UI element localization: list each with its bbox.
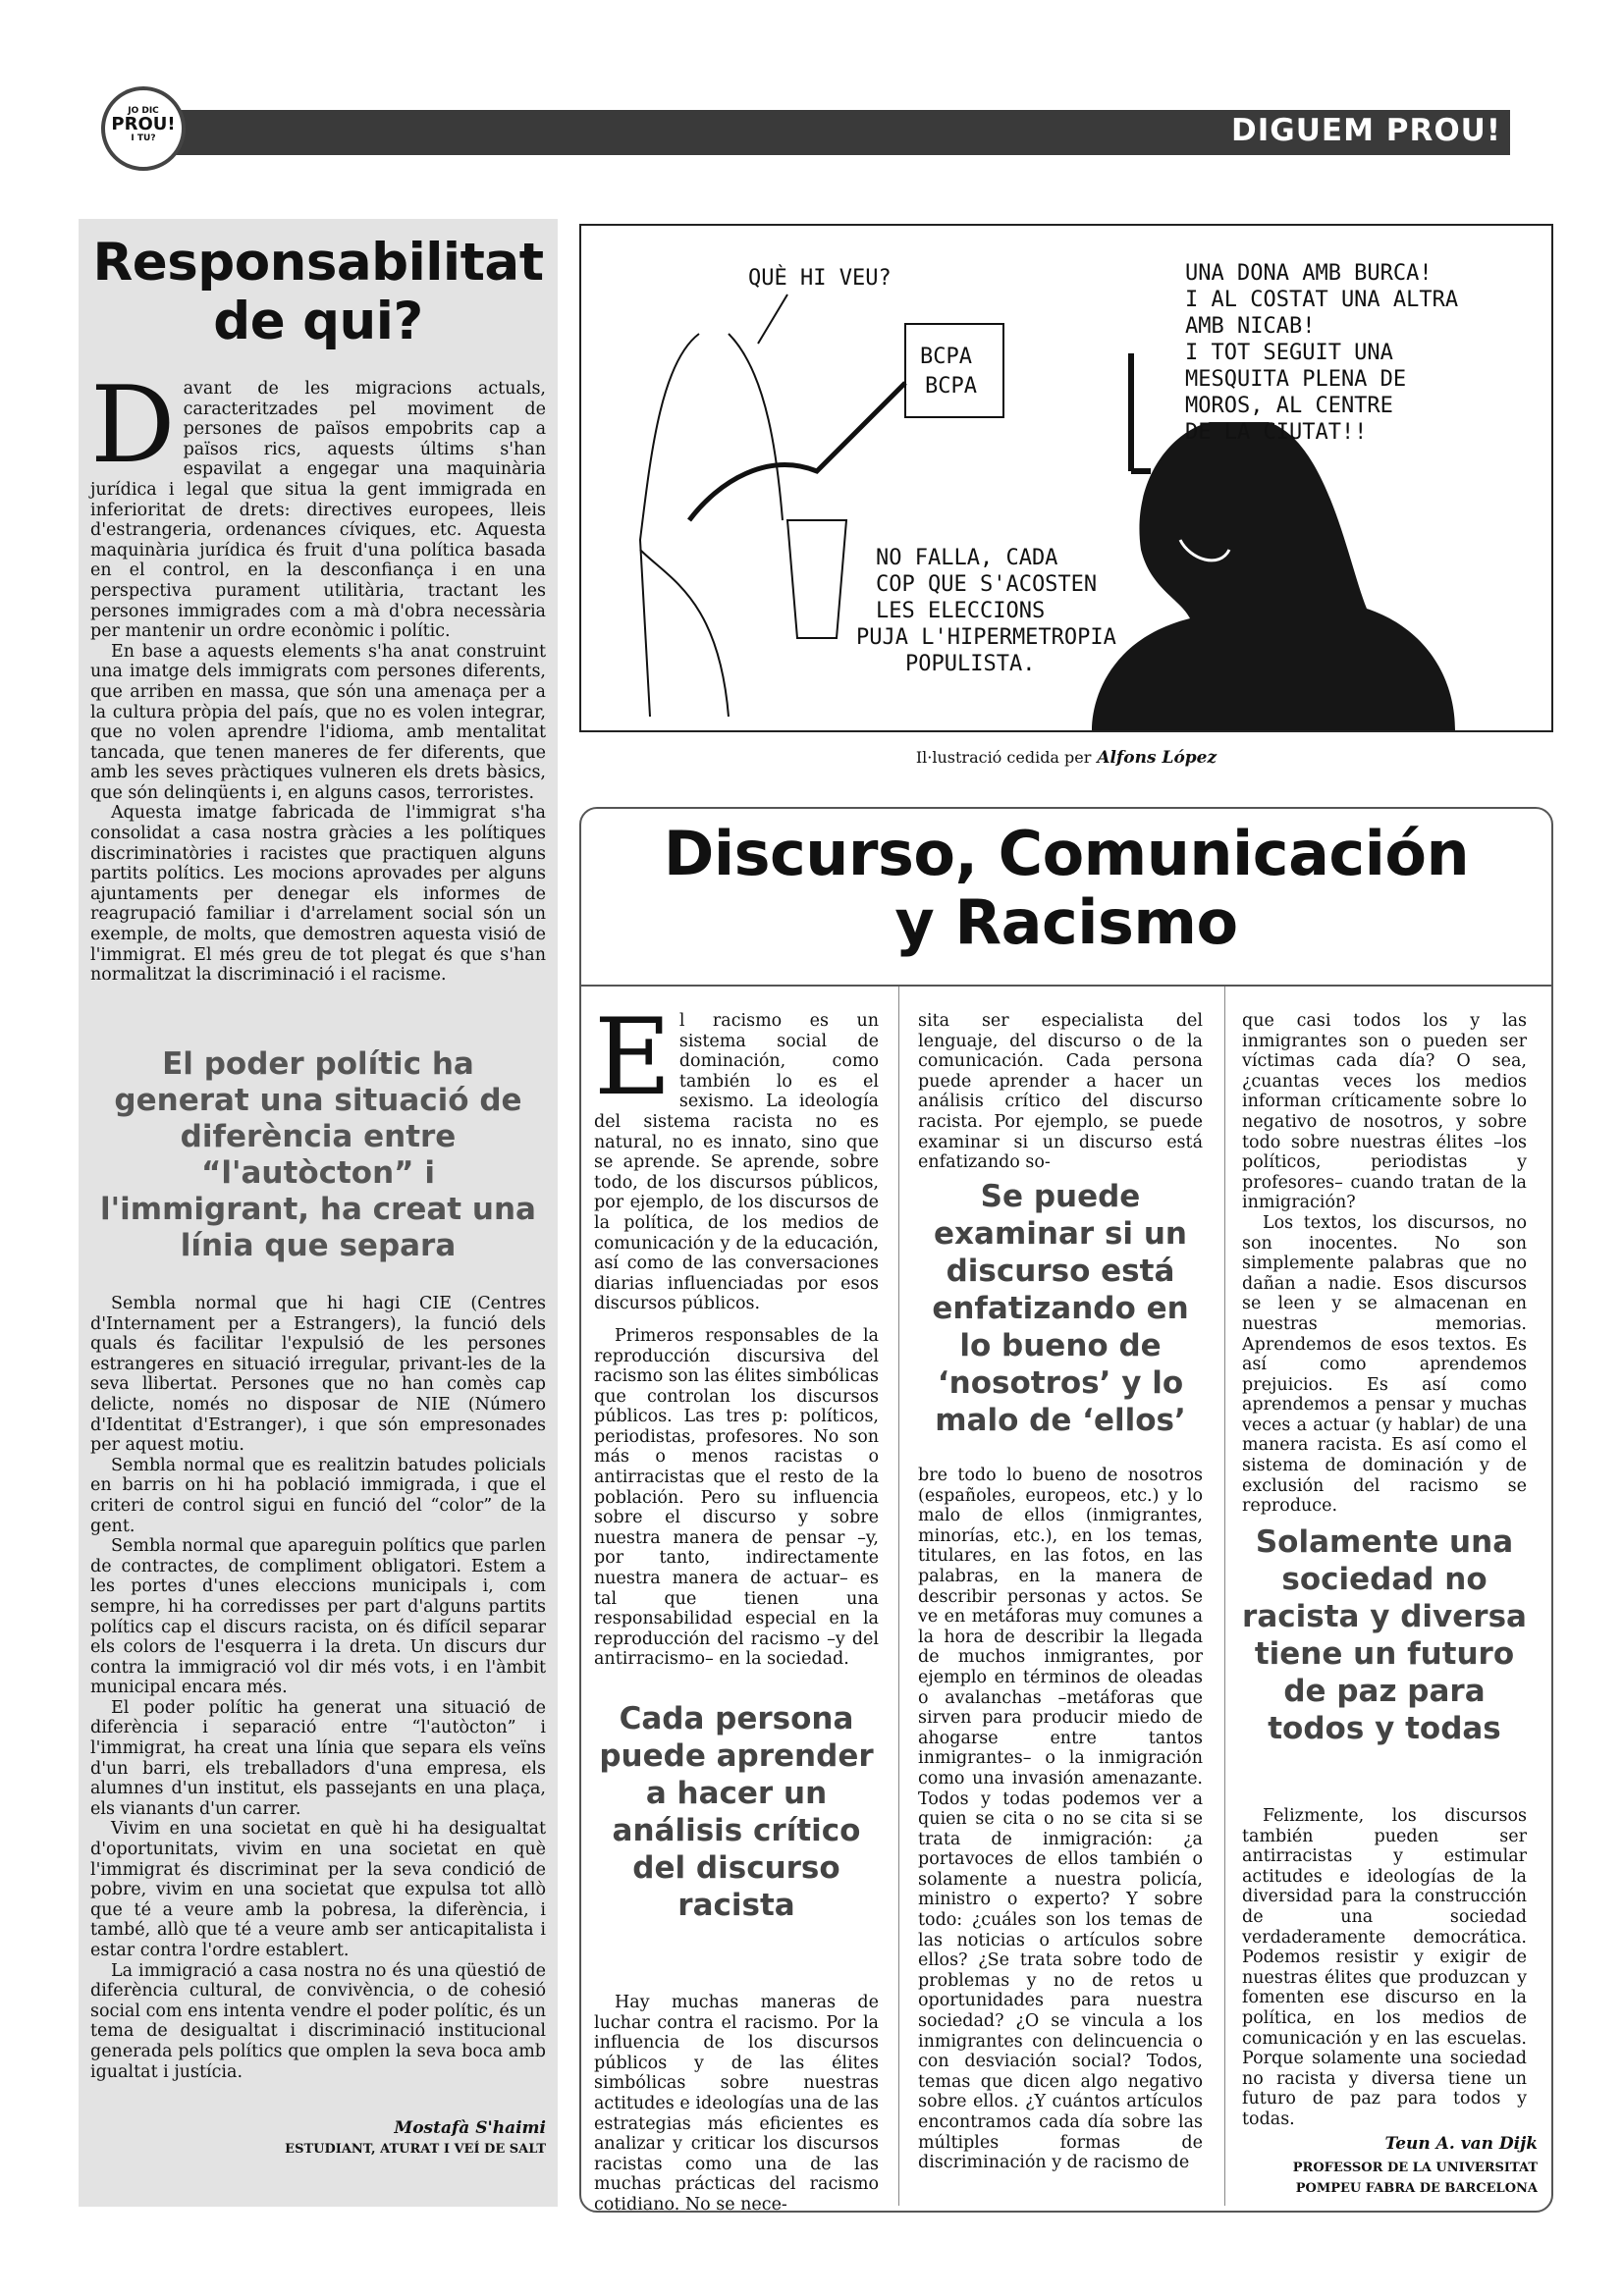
bubble-bottom: [856, 546, 1116, 676]
left-paragraph-9: La immigració a casa nostra no és una qüestió de diferència cultural, de convivència, o de cohesió social com ens intenta vendre el poder polític, és un tema de desigualtat i discriminació institucional generada pels polítics que omplen la seva boca amb igualtat i justícia.: [90, 1960, 546, 2082]
right-c3-paragraph-2: Los textos, los discursos, no son inocentes. No son simplemente palabras que no dañan a nadie. Esos discursos se leen y se almacenan en nuestras memorias. Aprendemos de esos textos. Es así como aprendemos prejuicios. Es así como aprendemos a pensar y muchas veces a actuar (y hablar) de una manera racista. Es así como el sistema de dominación y de exclusión del racismo se reproduce.: [1242, 1212, 1527, 1517]
right-dropcap: E: [594, 996, 672, 1119]
logo-line-3: I TU?: [131, 133, 156, 143]
left-dropcap: D: [90, 364, 176, 487]
left-author-role: ESTUDIANT, ATURAT I VEÍ DE SALT: [285, 2142, 546, 2157]
bubble-right-line-1: UNA DONA AMB BURCA!: [1185, 261, 1433, 286]
cartoon-drawing: [581, 226, 1551, 730]
right-role-line-2: POMPEU FABRA DE BARCELONA: [1295, 2181, 1538, 2196]
left-paragraph-3: Aquesta imatge fabricada de l'immigrat s'ha consolidat a casa nostra gràcies a les polítiques discriminatòries i racistes que practiquen alguns partits polítics. Les mocions aprovades per alguns ajuntaments per denegar els informes de reagrupació familiar i d'arrelament social són un exemple, de molts, que demostren aquesta visió de l'immigrat. El més greu de tot plegat és que s'han normalitzat la discriminació i el racisme.: [90, 803, 546, 986]
cartoon-illustration: [579, 224, 1553, 732]
left-article-body-bottom: [90, 1294, 546, 2082]
left-title-line-1: Responsabilitat: [92, 233, 544, 293]
bubble-bottom-line-1: NO FALLA, CADA: [876, 546, 1058, 570]
right-c2-paragraph-1: sita ser especialista del lenguaje, del discurso o de la comunicación. Cada persona puede aprender a hacer un análisis crítico del discurso racista. Por ejemplo, se puede examinar si un discurso está enfatizando so-: [918, 1011, 1203, 1173]
right-c1-paragraph-2: Primeros responsables de la reproducción discursiva del racismo son las élites simbólicas que controlan los discursos públicos. Las tres p: políticos, periodistas, profesores. No son más o menos racistas o antirracistas que el resto de la población. Pero su influencia sobre el discurso y sobre nuestra manera de pensar –y, por tanto, indirectamente nuestra manera de actuar– es tal que tienen una responsabilidad especial en la reproducción del racismo –y del antirracismo– en la sociedad.: [594, 1325, 879, 1670]
eye-chart-line-1: BCPA: [920, 345, 972, 369]
left-paragraph-4: Sembla normal que hi hagi CIE (Centres d'Internament per a Estrangers), la funció dels quals és facilitar l'expulsió de les persones estrangeres en situació irregular, privant-les de la seva llibertat. Persones que no han comès cap delicte, només no disposar de NIE (Número d'Identitat d'Estranger), i que són empresonades per aquest motiu.: [90, 1294, 546, 1456]
cartoon-caption: [579, 748, 1553, 768]
logo-line-2: PROU!: [111, 114, 176, 134]
bubble-right-line-6: MOROS, AL CENTRE: [1185, 394, 1393, 418]
bubble-right-line-5: MESQUITA PLENA DE: [1185, 367, 1407, 392]
right-c1-pull-quote: Cada persona puede aprender a hacer un análisis crítico del discurso racista: [599, 1701, 874, 1923]
caption-author: Alfons López: [1097, 748, 1217, 768]
column-rule-1: [898, 987, 899, 2206]
right-column-1: [594, 996, 879, 1670]
woman-arm: [689, 383, 905, 520]
eye-chart: [905, 324, 1003, 417]
left-paragraph-5: Sembla normal que es realitzin batudes policials en barris on hi ha població immigrada, i que el criteri de control sigui en funció del “color” de la gent.: [90, 1455, 546, 1536]
campaign-logo: [101, 86, 186, 171]
cup: [787, 520, 846, 638]
left-paragraph-8: Vivim en una societat en què hi ha desigualtat d'oportunitats, vivim en una societat en què l'immigrat és discriminat per la seva condició de pobre, vivim en una societat que expulsa tot allò que té a veure amb la pobresa, la diferència, i també, allò que té a veure amb ser anticapitalista i estar contra l'ordre establert.: [90, 1819, 546, 1960]
examination-device: [1131, 353, 1151, 471]
title-rule: [579, 985, 1553, 987]
eye-chart-line-2: BCPA: [925, 374, 977, 399]
bubble-left-tail: [758, 294, 787, 344]
logo-line-1: JO DIC: [128, 106, 159, 116]
bubble-right: [1185, 261, 1458, 445]
right-column-2: [918, 1011, 1203, 1173]
right-c1-paragraph-1-text: l racismo es un sistema social de dominación, como también lo es el sexismo. La ideología del sistema racista no es natural, no es innato, sino que se aprende. Se aprende, sobre todo, de los discursos públicos, por ejemplo, de los discursos de la política, de los medios de comunicación y de la educación, así como de las conversaciones diarias influenciadas por esos discursos públicos.: [594, 1011, 879, 1314]
right-title-line-2: y Racismo: [894, 886, 1238, 958]
left-article-body-top: [90, 364, 546, 986]
right-c3-pull-quote: Solamente una sociedad no racista y diversa tiene un futuro de paz para todos y todas: [1242, 1524, 1527, 1746]
bubble-right-line-4: I TOT SEGUIT UNA: [1185, 341, 1393, 365]
bubble-right-line-7: DE LA CIUTAT!!: [1185, 420, 1368, 445]
section-title: DIGUEM PROU!: [1231, 113, 1501, 148]
bubble-bottom-line-2: COP QUE S'ACOSTEN: [876, 572, 1098, 597]
right-c3-paragraph-3: Felizmente, los discursos también pueden ser antirracistas y estimular actitudes e ideologías de la diversidad para la construcción de una sociedad verdaderamente democrática. Podemos resistir y exigir de nuestras élites que produzcan y fomenten ese discurso en la política, en los medios de comunicación y en las escuelas. Porque solamente una sociedad no racista y diversa tiene un futuro de paz para todos y todas.: [1242, 1806, 1527, 2129]
right-article-title: [589, 820, 1543, 957]
bubble-left: QUÈ HI VEU?: [748, 266, 892, 291]
right-column-3-bottom: [1242, 1806, 1527, 2130]
right-title-line-1: Discurso, Comunicación: [663, 818, 1470, 889]
bubble-bottom-line-3: LES ELECCIONS: [876, 599, 1046, 623]
left-pull-quote: El poder polític ha generat una situació de diferència entre “l'autòcton” i l'immigrant, ha creat una línia que separa: [100, 1046, 536, 1263]
left-author: Mostafà S'haimi: [394, 2118, 546, 2138]
right-c3-paragraph-1: que casi todos los y las inmigrantes son o pueden ser víctimas cada día? O sea, ¿cuantas veces los medios informan críticamente sobre lo negativo de nosotros, y sobre todo sobre nuestras élites –los políticos, periodistas y profesores– cuando tratan de la inmigración?: [1242, 1011, 1527, 1213]
left-paragraph-2: En base a aquests elements s'ha anat construint una imatge dels immigrats com persones diferents, que arriben en massa, que són una amenaça per a la cultura pròpia del país, que no es volen integrar, que no volen aprendre l'idioma, amb mentalitat tancada, que tenen maneres de fer diferents, que amb les seves pràctiques vulneren els drets bàsics, que són delinqüents i, en alguns casos, terroristes.: [90, 641, 546, 803]
bubble-bottom-line-4: PUJA L'HIPERMETROPIA: [856, 625, 1116, 650]
right-role-line-1: PROFESSOR DE LA UNIVERSITAT: [1292, 2161, 1538, 2175]
bubble-bottom-line-5: POPULISTA.: [905, 652, 1036, 676]
right-column-2-bottom: [918, 1466, 1203, 2173]
right-c1-paragraph-3: Hay muchas maneras de luchar contra el racismo. Por la influencia de los discursos públicos y de las élites simbólicas sobre nuestras actitudes e ideologías una de las estrategias más eficientes es analizar y criticar los discursos racistas como una de las muchas prácticas del racismo cotidiano. No se nece-: [594, 1993, 879, 2215]
left-article-title: [90, 234, 546, 351]
right-column-3: [1242, 1011, 1527, 1517]
right-c2-paragraph-2: bre todo lo bueno de nosotros (españoles, europeos, etc.) y lo malo de ellos (inmigrantes, minorías, etc.), en los temas, titulares, en las fotos, en las palabras, en la manera de describir personas y actos. Se ve en metáforas muy comunes a la hora de describir la llegada de muchos inmigrantes, por ejemplo en términos de oleadas o avalanchas –metáforas que sirven para producir miedo de ahogarse entre tantos inmigrantes– o la inmigración como una invasión amenazante. Todos y todas podemos ver a quien se cita o no se cita si se trata de inmigración: ¿a portavoces de ellos también o solamente a nuestra policía, ministro o experto? Y sobre todo: ¿cuáles son los temas de las noticias o artículos sobre ellos? ¿Se trata sobre todo de problemas y no de retos u oportunidades para nuestra sociedad? ¿O se vincula a los inmigrantes con delincuencia o con desviación social? Todos, temas que dicen algo negativo sobre ellos. ¿Y cuántos artículos encontramos cada día sobre las múltiples formas de discriminación y de racismo de: [918, 1466, 1203, 2173]
left-paragraph-1: [90, 364, 546, 642]
right-column-1-bottom: [594, 1993, 879, 2216]
left-title-line-2: de qui?: [213, 292, 423, 351]
right-c2-pull-quote: Se puede examinar si un discurso está enfatizando en lo bueno de ‘nosotros’ y lo malo de ‘ellos’: [932, 1179, 1189, 1438]
bubble-right-line-2: I AL COSTAT UNA ALTRA: [1185, 288, 1459, 312]
left-paragraph-7: El poder polític ha generat una situació de diferència i separació entre “l'autòcton” i l'immigrat, ha creat una línia que separa els veïns d'un barri, els treballadors d'una empresa, els alumnes d'un institut, els passejants en una plaça, els vianants d'un carrer.: [90, 1697, 546, 1819]
woman-body-outline: [640, 550, 729, 717]
left-paragraph-1-text: avant de les migracions actuals, caracteritzades pel moviment de persones de països empobrits cap a països rics, aquests últims s'han espavilat a engegar una maquinària jurídica i legal que situa la gent immigrada en inferioritat de drets: directives europees, lleis d'estrangeria, ordenances cíviques, etc. Aquesta maquinària jurídica és fruit d'una política basada en el control, en la desconfiança i en una perspectiva purament utilitària, tractant les persones immigrades com a mà d'obra necessària per mantenir un ordre econòmic i polític.: [90, 379, 546, 642]
caption-prefix: Il·lustració cedida per: [915, 748, 1092, 767]
column-rule-2: [1224, 987, 1225, 2206]
bubble-right-line-3: AMB NICAB!: [1185, 314, 1316, 339]
right-author-role: [1237, 2158, 1538, 2199]
left-paragraph-6: Sembla normal que apareguin polítics que parlen de contractes, de compliment obligatori. Estem a les portes d'unes eleccions municipals i, com sempre, hi ha corredisses per part d'alguns partits polítics cap el discurs racista, on és difícil separar els colors de l'esquerra i la dreta. Un discurs dur contra la immigració vol dir més vots, i en l'àmbit municipal encara més.: [90, 1536, 546, 1698]
woman-veil-outline: [640, 334, 783, 717]
right-c1-paragraph-1: [594, 996, 879, 1314]
right-author: Teun A. van Dijk: [1384, 2134, 1538, 2154]
